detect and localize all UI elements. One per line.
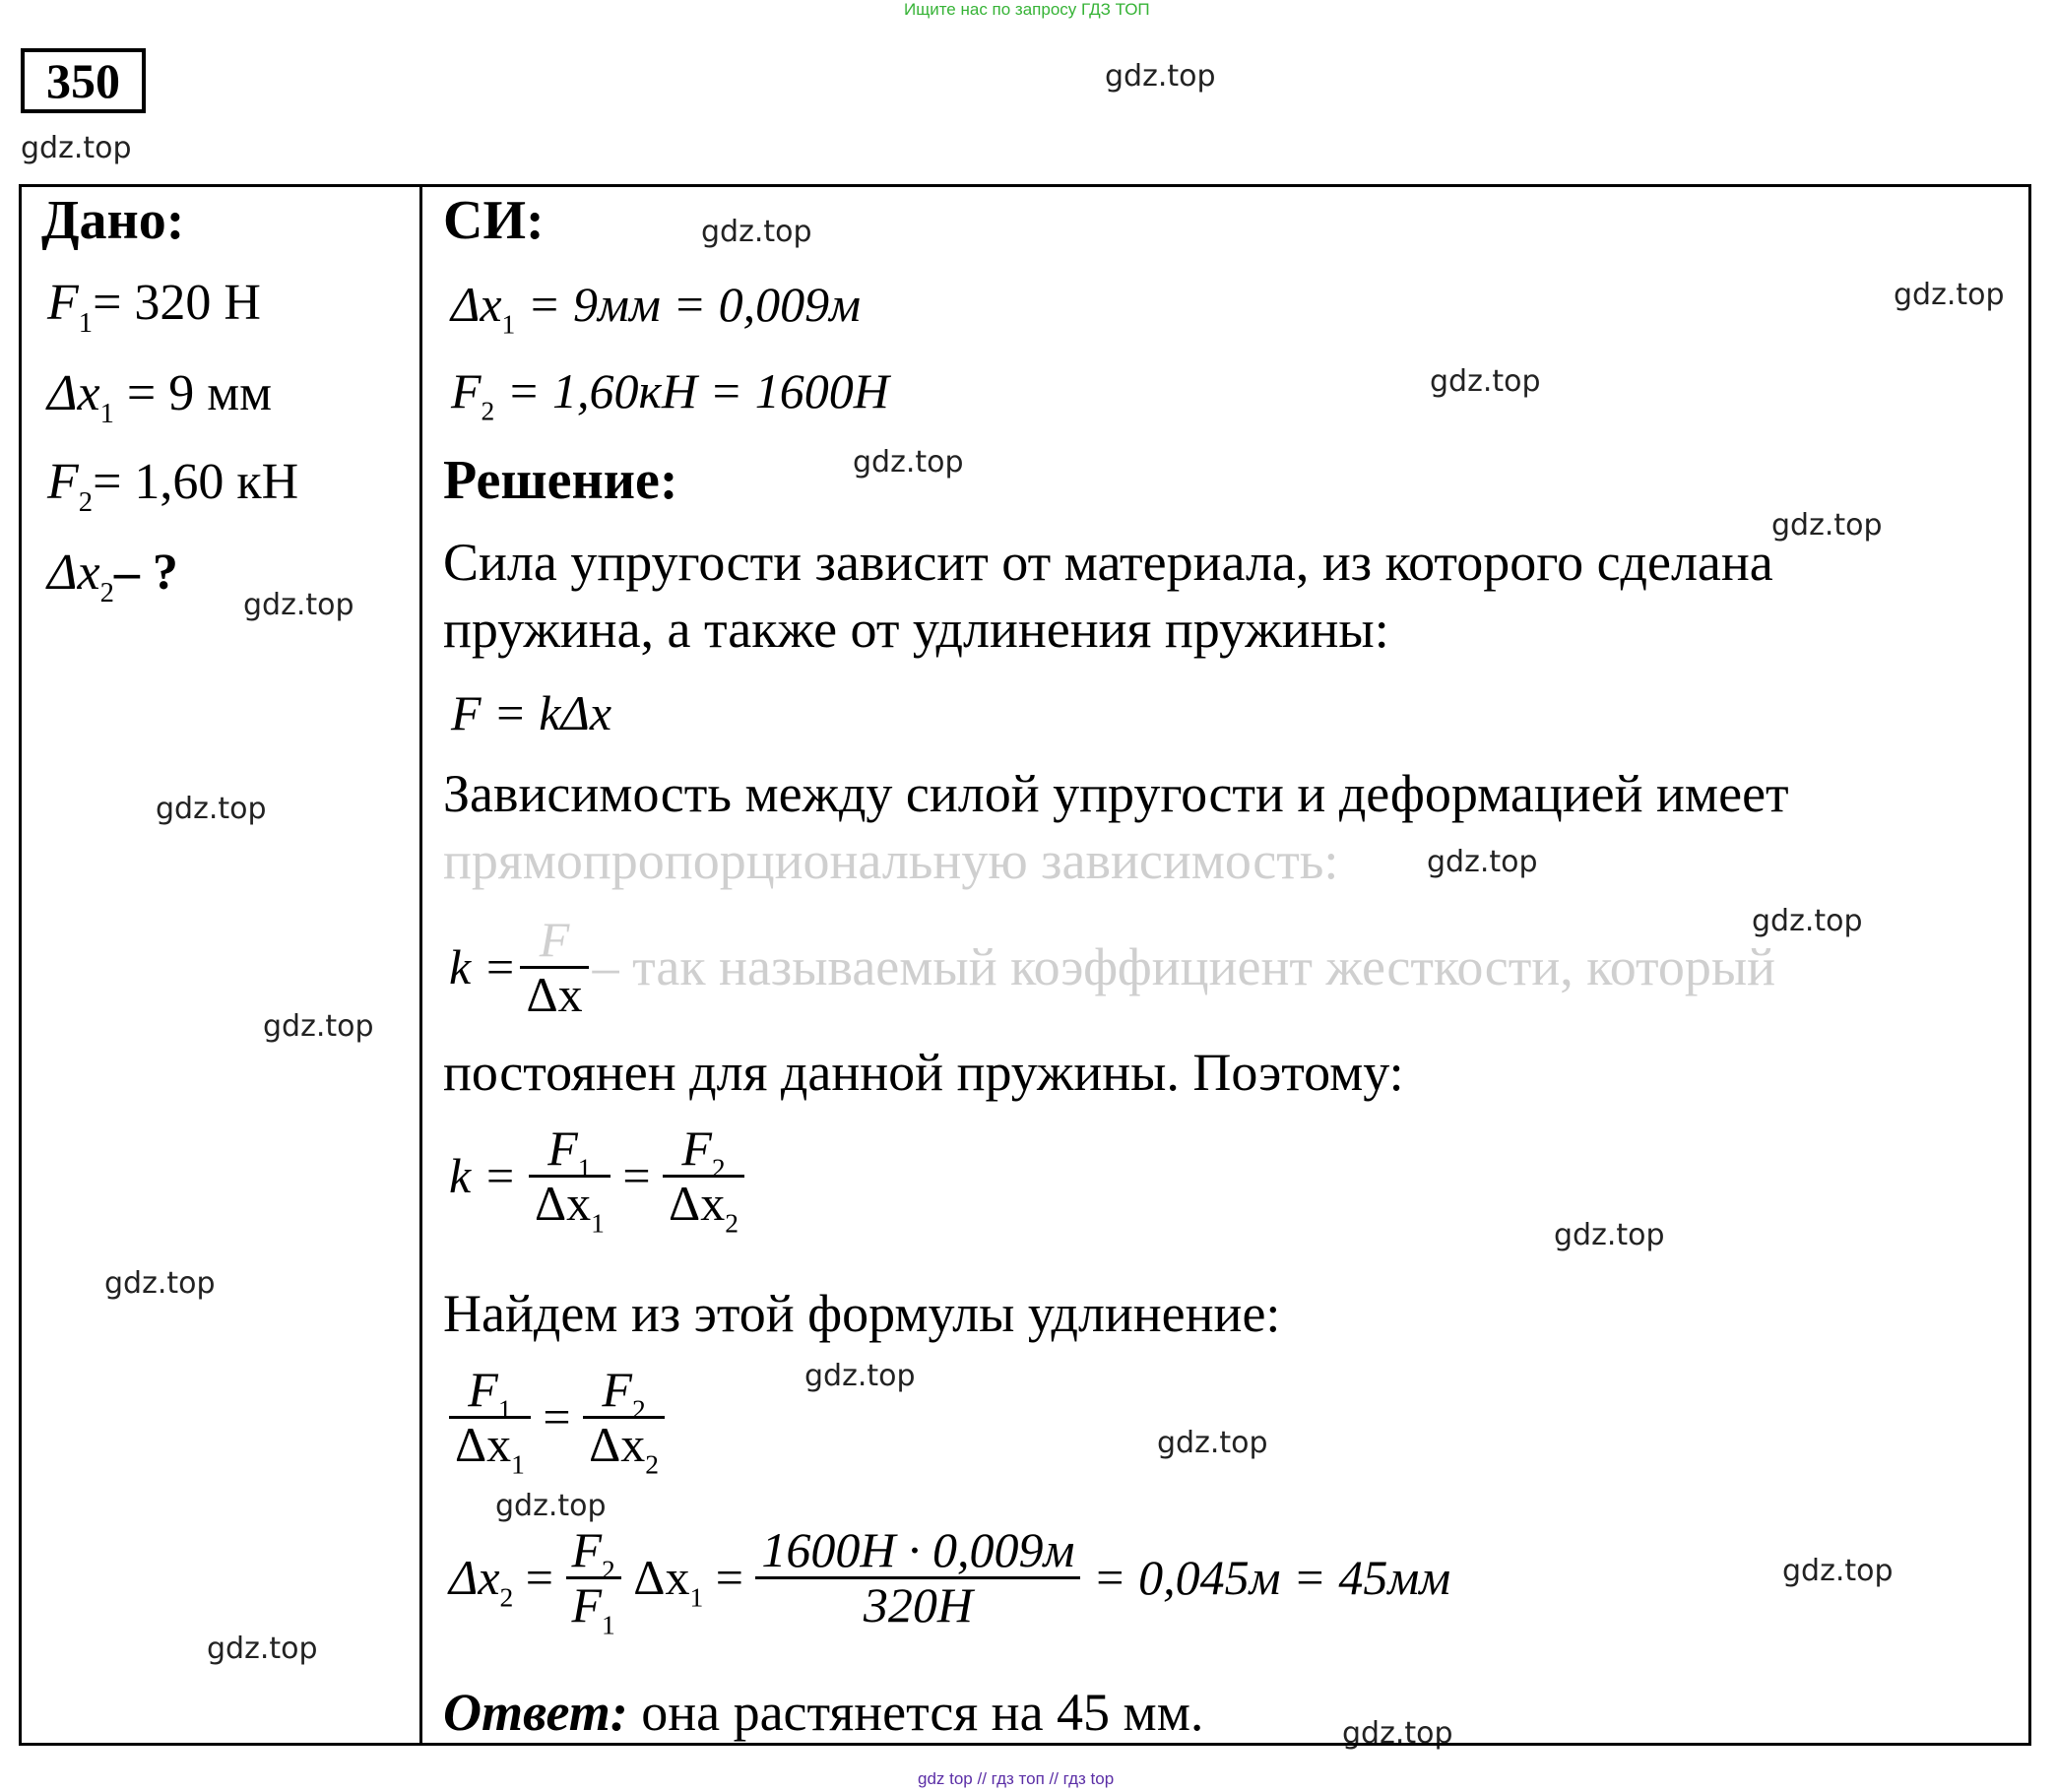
watermark: gdz.top [1430, 364, 1541, 399]
given-dx2-unknown: $\Delta x_2-$ ? [47, 544, 178, 608]
watermark: gdz.top [1342, 1716, 1453, 1751]
given-title: Дано: [41, 190, 185, 251]
watermark: gdz.top [243, 588, 354, 622]
watermark: gdz.top [104, 1266, 216, 1301]
watermark: gdz.top [701, 215, 812, 249]
watermark: gdz.top [21, 131, 132, 165]
solution-text: постоянен для данной пружины. Поэтому: [443, 1043, 1404, 1102]
watermark: gdz.top [156, 792, 267, 826]
watermark: gdz.top [1554, 1218, 1665, 1252]
watermark: gdz.top [1771, 508, 1883, 543]
watermark: gdz.top [1105, 59, 1216, 94]
formula-final: $\Delta x_2$ = $\frac{F_2}{F_1}$ $\Delta x_1$ = $\frac{1600Н \cdot 0,009м}{320Н}$ = 0,045м = 45мм [449, 1522, 1451, 1639]
watermark: gdz.top [1782, 1554, 1894, 1588]
solution-text: Сила упругости зависит от материала, из которого сделана [443, 533, 1773, 592]
watermark: gdz.top [1752, 904, 1863, 938]
si-title: СИ: [443, 190, 545, 251]
formula-proportion: $\frac{F_1}{\Delta x_1}$ = $\frac{F_2}{\Delta x_2}$ [449, 1364, 665, 1470]
search-hint: Ищите нас по запросу ГДЗ ТОП [904, 0, 1150, 19]
si-line-dx1: $\Delta x_1 = 9мм = 0,009м$ [451, 277, 862, 340]
si-line-F2: $F_2 = 1,60кН = 1600Н$ [451, 363, 889, 426]
watermark: gdz.top [853, 445, 964, 480]
formula-hooke: F = kΔx [451, 685, 612, 740]
watermark: gdz.top [207, 1632, 318, 1666]
solution-text: пружина, а также от удлинения пружины: [443, 600, 1389, 659]
solution-title: Решение: [443, 450, 678, 511]
formula-k-ratio: k = $\frac{F_1}{\Delta x_1}$ = $\frac{F_2}{\Delta x_2}$ [449, 1122, 744, 1229]
problem-number: 350 [21, 48, 146, 113]
watermark: gdz.top [1157, 1426, 1268, 1460]
watermark: gdz.top [495, 1489, 607, 1523]
given-F2: $F_2= 1,60$ кН [47, 454, 299, 518]
watermark: gdz.top [263, 1009, 374, 1044]
answer: Ответ: она растянется на 45 мм. [443, 1683, 1204, 1742]
column-divider [419, 184, 422, 1746]
watermark: gdz.top [1427, 845, 1538, 879]
solution-text: Зависимость между силой упругости и деформацией имеет [443, 764, 1789, 823]
watermark: gdz.top [804, 1359, 916, 1393]
given-dx1: $\Delta x_1 = 9$ мм [47, 365, 273, 429]
solution-text: Найдем из этой формулы удлинение: [443, 1284, 1281, 1343]
formula-k-definition: k = $\frac{F}{\Delta x}$ – так называемый коэффициент жесткости, который [449, 912, 1776, 1022]
given-F1: $F_1= 320$ Н [47, 275, 261, 339]
footer-links[interactable]: gdz top // гдз топ // гдз top [918, 1769, 1115, 1788]
solution-text: прямопропорциональную зависимость: [443, 831, 1339, 890]
watermark: gdz.top [1894, 278, 2005, 312]
